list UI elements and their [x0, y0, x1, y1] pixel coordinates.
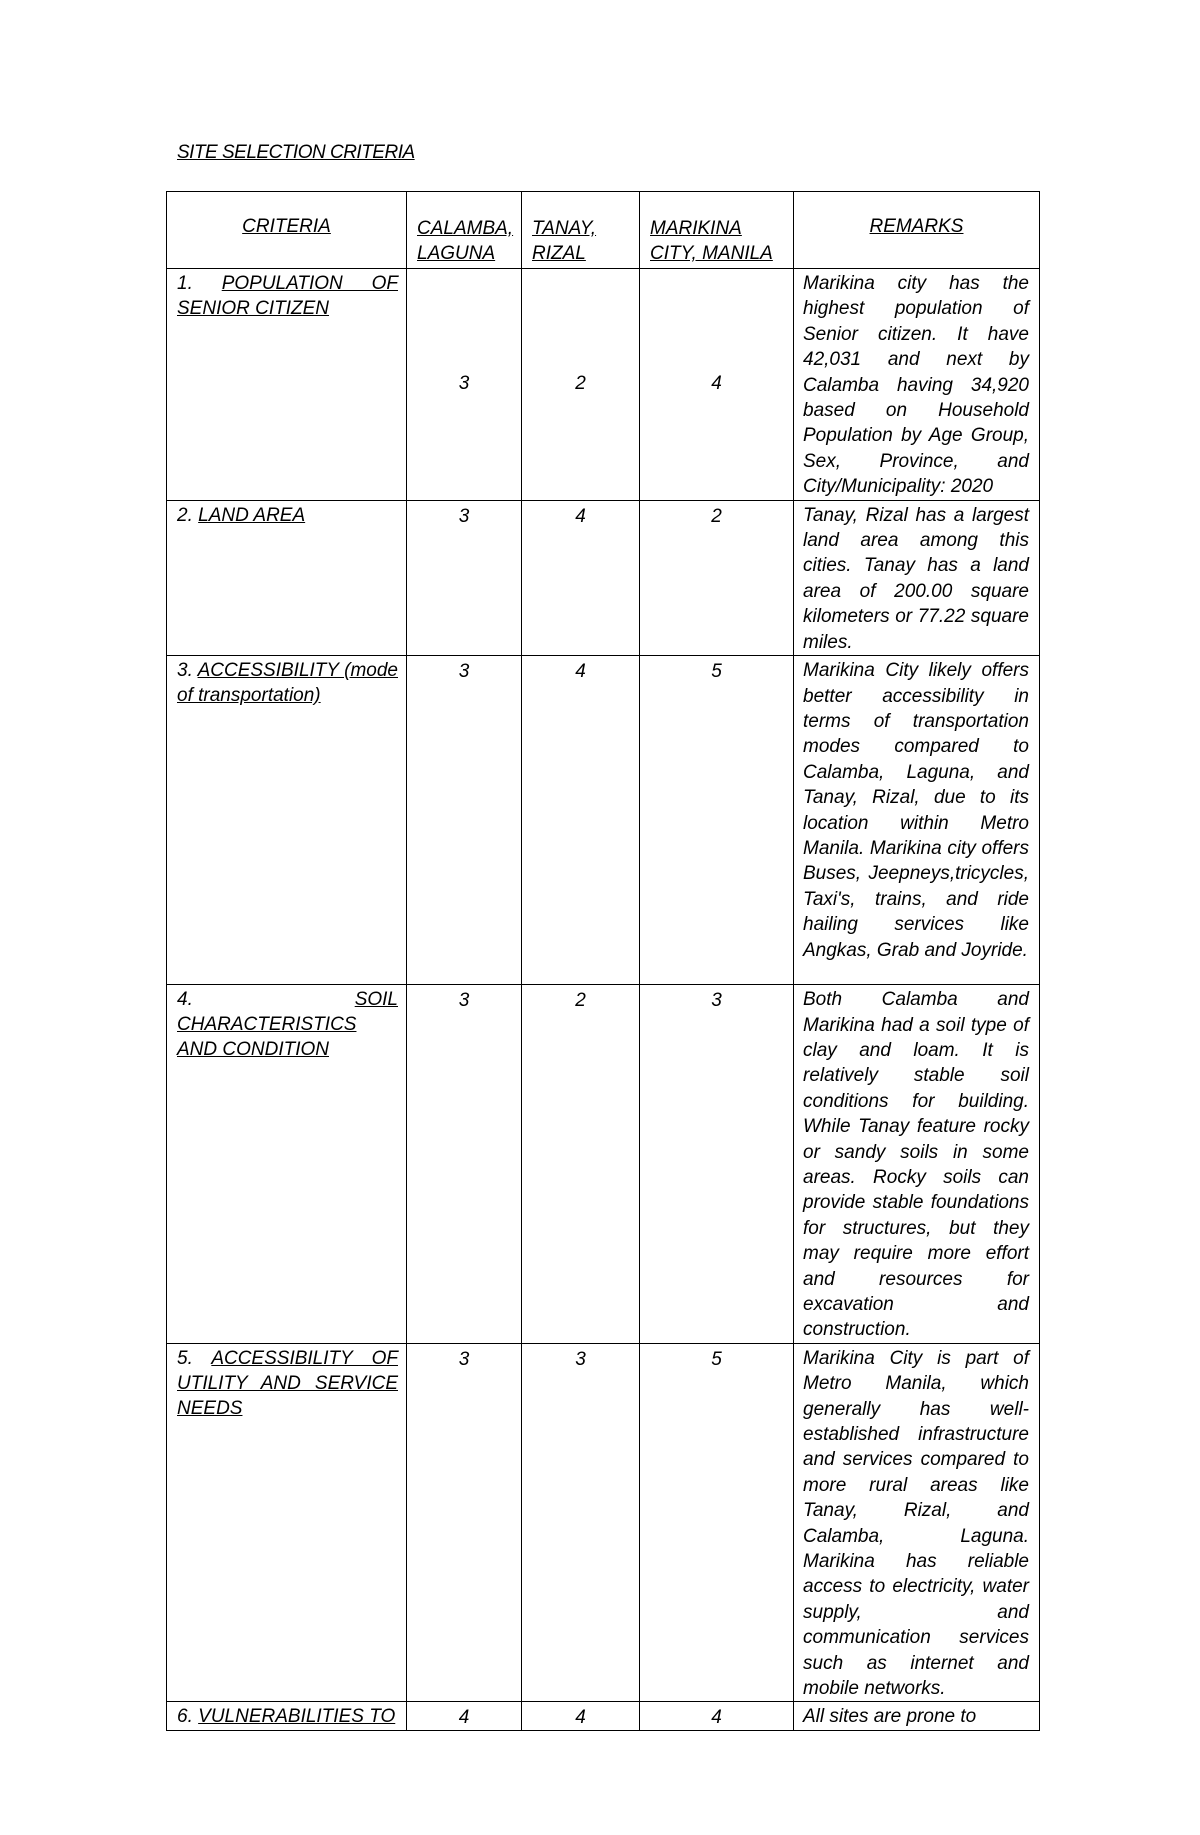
table-header-row	[167, 192, 1040, 269]
score-tanay: 4	[522, 1702, 640, 1730]
criterion-cell	[167, 1343, 407, 1702]
header-marikina: MARIKINA CITY, MANILA	[640, 192, 794, 269]
remarks-cell: Both Calamba and Marikina had a soil type of clay and loam. It is relatively stable soil conditions for building. While Tanay feature rocky or sandy soils in some areas. Rocky soils can provide stable foundations for structures, but they may require more effort and resources for excavation and construction.	[794, 985, 1040, 1344]
score-tanay: 2	[522, 269, 640, 501]
criterion-cell	[167, 1702, 407, 1730]
criterion-name: LAND AREA	[198, 504, 306, 526]
criterion-number: 2.	[177, 504, 193, 526]
criterion-name: ACCESSIBILITY (mode of transportation)	[177, 660, 398, 707]
criterion-name: ACCESSIBILITY OF UTILITY AND SERVICE NEEDS	[177, 1347, 398, 1419]
header-remarks: REMARKS	[794, 192, 1040, 269]
table-row	[167, 1702, 1040, 1730]
table-row	[167, 1343, 1040, 1702]
criterion-number: 5.	[177, 1347, 193, 1369]
criterion-cell	[167, 269, 407, 501]
score-calamba: 4	[407, 1702, 522, 1730]
remarks-cell: Marikina City is part of Metro Manila, which generally has well-established infrastructure and services compared to more rural areas like Tanay, Rizal, and Calamba, Laguna. Marikina has reliable access to electricity, water supply, and communication services such as internet and mobile networks.	[794, 1343, 1040, 1702]
score-marikina: 4	[640, 1702, 794, 1730]
header-criteria: CRITERIA	[167, 192, 407, 269]
criterion-name: SOIL CHARACTERISTICS AND CONDITION	[177, 989, 398, 1061]
document-title: SITE SELECTION CRITERIA	[177, 142, 415, 163]
criterion-name: VULNERABILITIES TO	[198, 1706, 396, 1728]
score-tanay: 2	[522, 985, 640, 1344]
criterion-cell	[167, 500, 407, 655]
score-calamba: 3	[407, 985, 522, 1344]
score-calamba: 3	[407, 269, 522, 501]
header-calamba: CALAMBA, LAGUNA	[407, 192, 522, 269]
score-tanay: 3	[522, 1343, 640, 1702]
table-row	[167, 269, 1040, 501]
score-calamba: 3	[407, 1343, 522, 1702]
score-marikina: 5	[640, 656, 794, 985]
criterion-cell	[167, 985, 407, 1344]
score-calamba: 3	[407, 656, 522, 985]
remarks-cell: Tanay, Rizal has a largest land area among this cities. Tanay has a land area of 200.00 square kilometers or 77.22 square miles.	[794, 500, 1040, 655]
score-marikina: 3	[640, 985, 794, 1344]
criterion-cell	[167, 656, 407, 985]
criterion-number: 6.	[177, 1706, 193, 1728]
remarks-cell: Marikina city has the highest population of Senior citizen. It have 42,031 and next by Calamba having 34,920 based on Household Population by Age Group, Sex, Province, and City/Municipality: 2020	[794, 269, 1040, 501]
table-row	[167, 656, 1040, 985]
criterion-number: 4.	[177, 989, 193, 1011]
score-marikina: 4	[640, 269, 794, 501]
criterion-number: 1.	[177, 273, 193, 294]
header-tanay: TANAY, RIZAL	[522, 192, 640, 269]
score-calamba: 3	[407, 500, 522, 655]
remarks-cell: All sites are prone to	[794, 1702, 1040, 1730]
score-marikina: 5	[640, 1343, 794, 1702]
criterion-number: 3.	[177, 660, 193, 682]
score-tanay: 4	[522, 500, 640, 655]
score-marikina: 2	[640, 500, 794, 655]
table-row	[167, 500, 1040, 655]
site-selection-table	[166, 191, 1040, 1731]
criterion-name: POPULATION OF SENIOR CITIZEN	[177, 273, 398, 319]
table-row	[167, 985, 1040, 1344]
remarks-cell: Marikina City likely offers better accessibility in terms of transportation modes compared to Calamba, Laguna, and Tanay, Rizal, due to its location within Metro Manila. Marikina city offers Buses, Jeepneys,tricycles, Taxi's, trains, and ride hailing services like Angkas, Grab and Joyride.	[794, 656, 1040, 985]
score-tanay: 4	[522, 656, 640, 985]
